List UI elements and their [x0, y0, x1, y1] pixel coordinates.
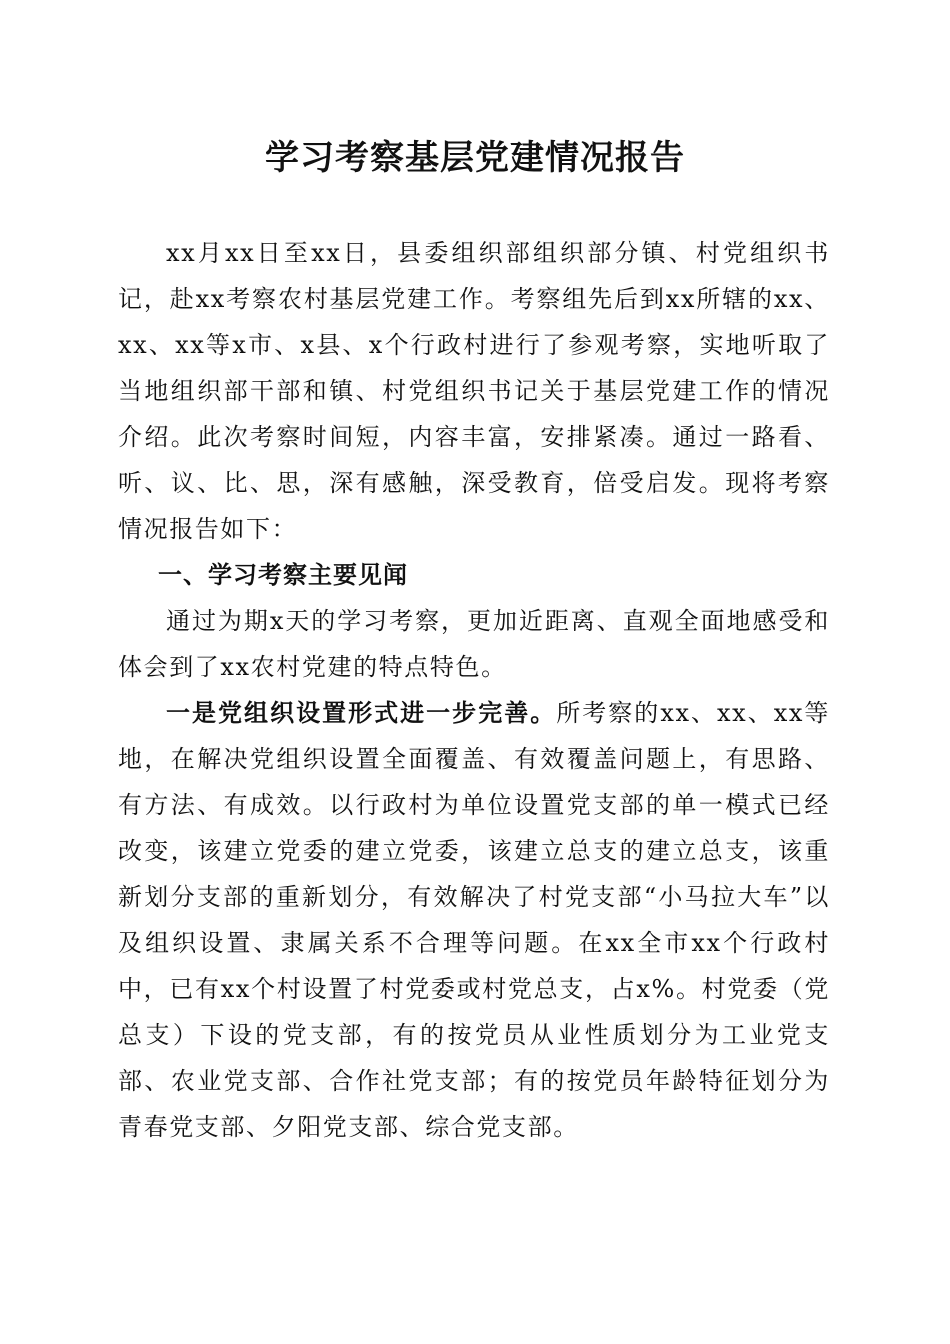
- intro-paragraph: xx月xx日至xx日，县委组织部组织部分镇、村党组织书记，赴xx考察农村基层党建工作。考察组先后到xx所辖的xx、xx、xx等x市、x县、x个行政村进行了参观考察，实地听取了当地组织部干部和镇、村党组织书记关于基层党建工作的情况介绍。此次考察时间短，内容丰富，安排紧凑。通过一路看、听、议、比、思，深有感触，深受教育，倍受启发。现将考察情况报告如下：: [118, 239, 830, 543]
- point-1-body: 所考察的xx、xx、xx等地，在解决党组织设置全面覆盖、有效覆盖问题上，有思路、有方法、有成效。以行政村为单位设置党支部的单一模式已经改变，该建立党委的建立党委，该建立总支的建立总支，该重新划分支部的重新划分，有效解决了村党支部“小马拉大车”以及组织设置、隶属关系不合理等问题。在xx全市xx个行政村中，已有xx个村设置了村党委或村党总支，占x%。村党委（党总支）下设的党支部，有的按党员从业性质划分为工业党支部、农业党支部、合作社党支部；有的按党员年龄特征划分为青春党支部、夕阳党支部、综合党支部。: [118, 699, 831, 1141]
- section-heading-1: 一、学习考察主要见闻: [158, 561, 408, 589]
- document-body: [118, 230, 830, 1150]
- point-1-lead: 一是党组织设置形式进一步完善。: [166, 698, 557, 727]
- section-1-paragraph: 通过为期x天的学习考察，更加近距离、直观全面地感受和体会到了xx农村党建的特点特色。: [118, 607, 830, 681]
- point-1-paragraph: [118, 690, 830, 1150]
- document-title: 学习考察基层党建情况报告: [265, 138, 685, 178]
